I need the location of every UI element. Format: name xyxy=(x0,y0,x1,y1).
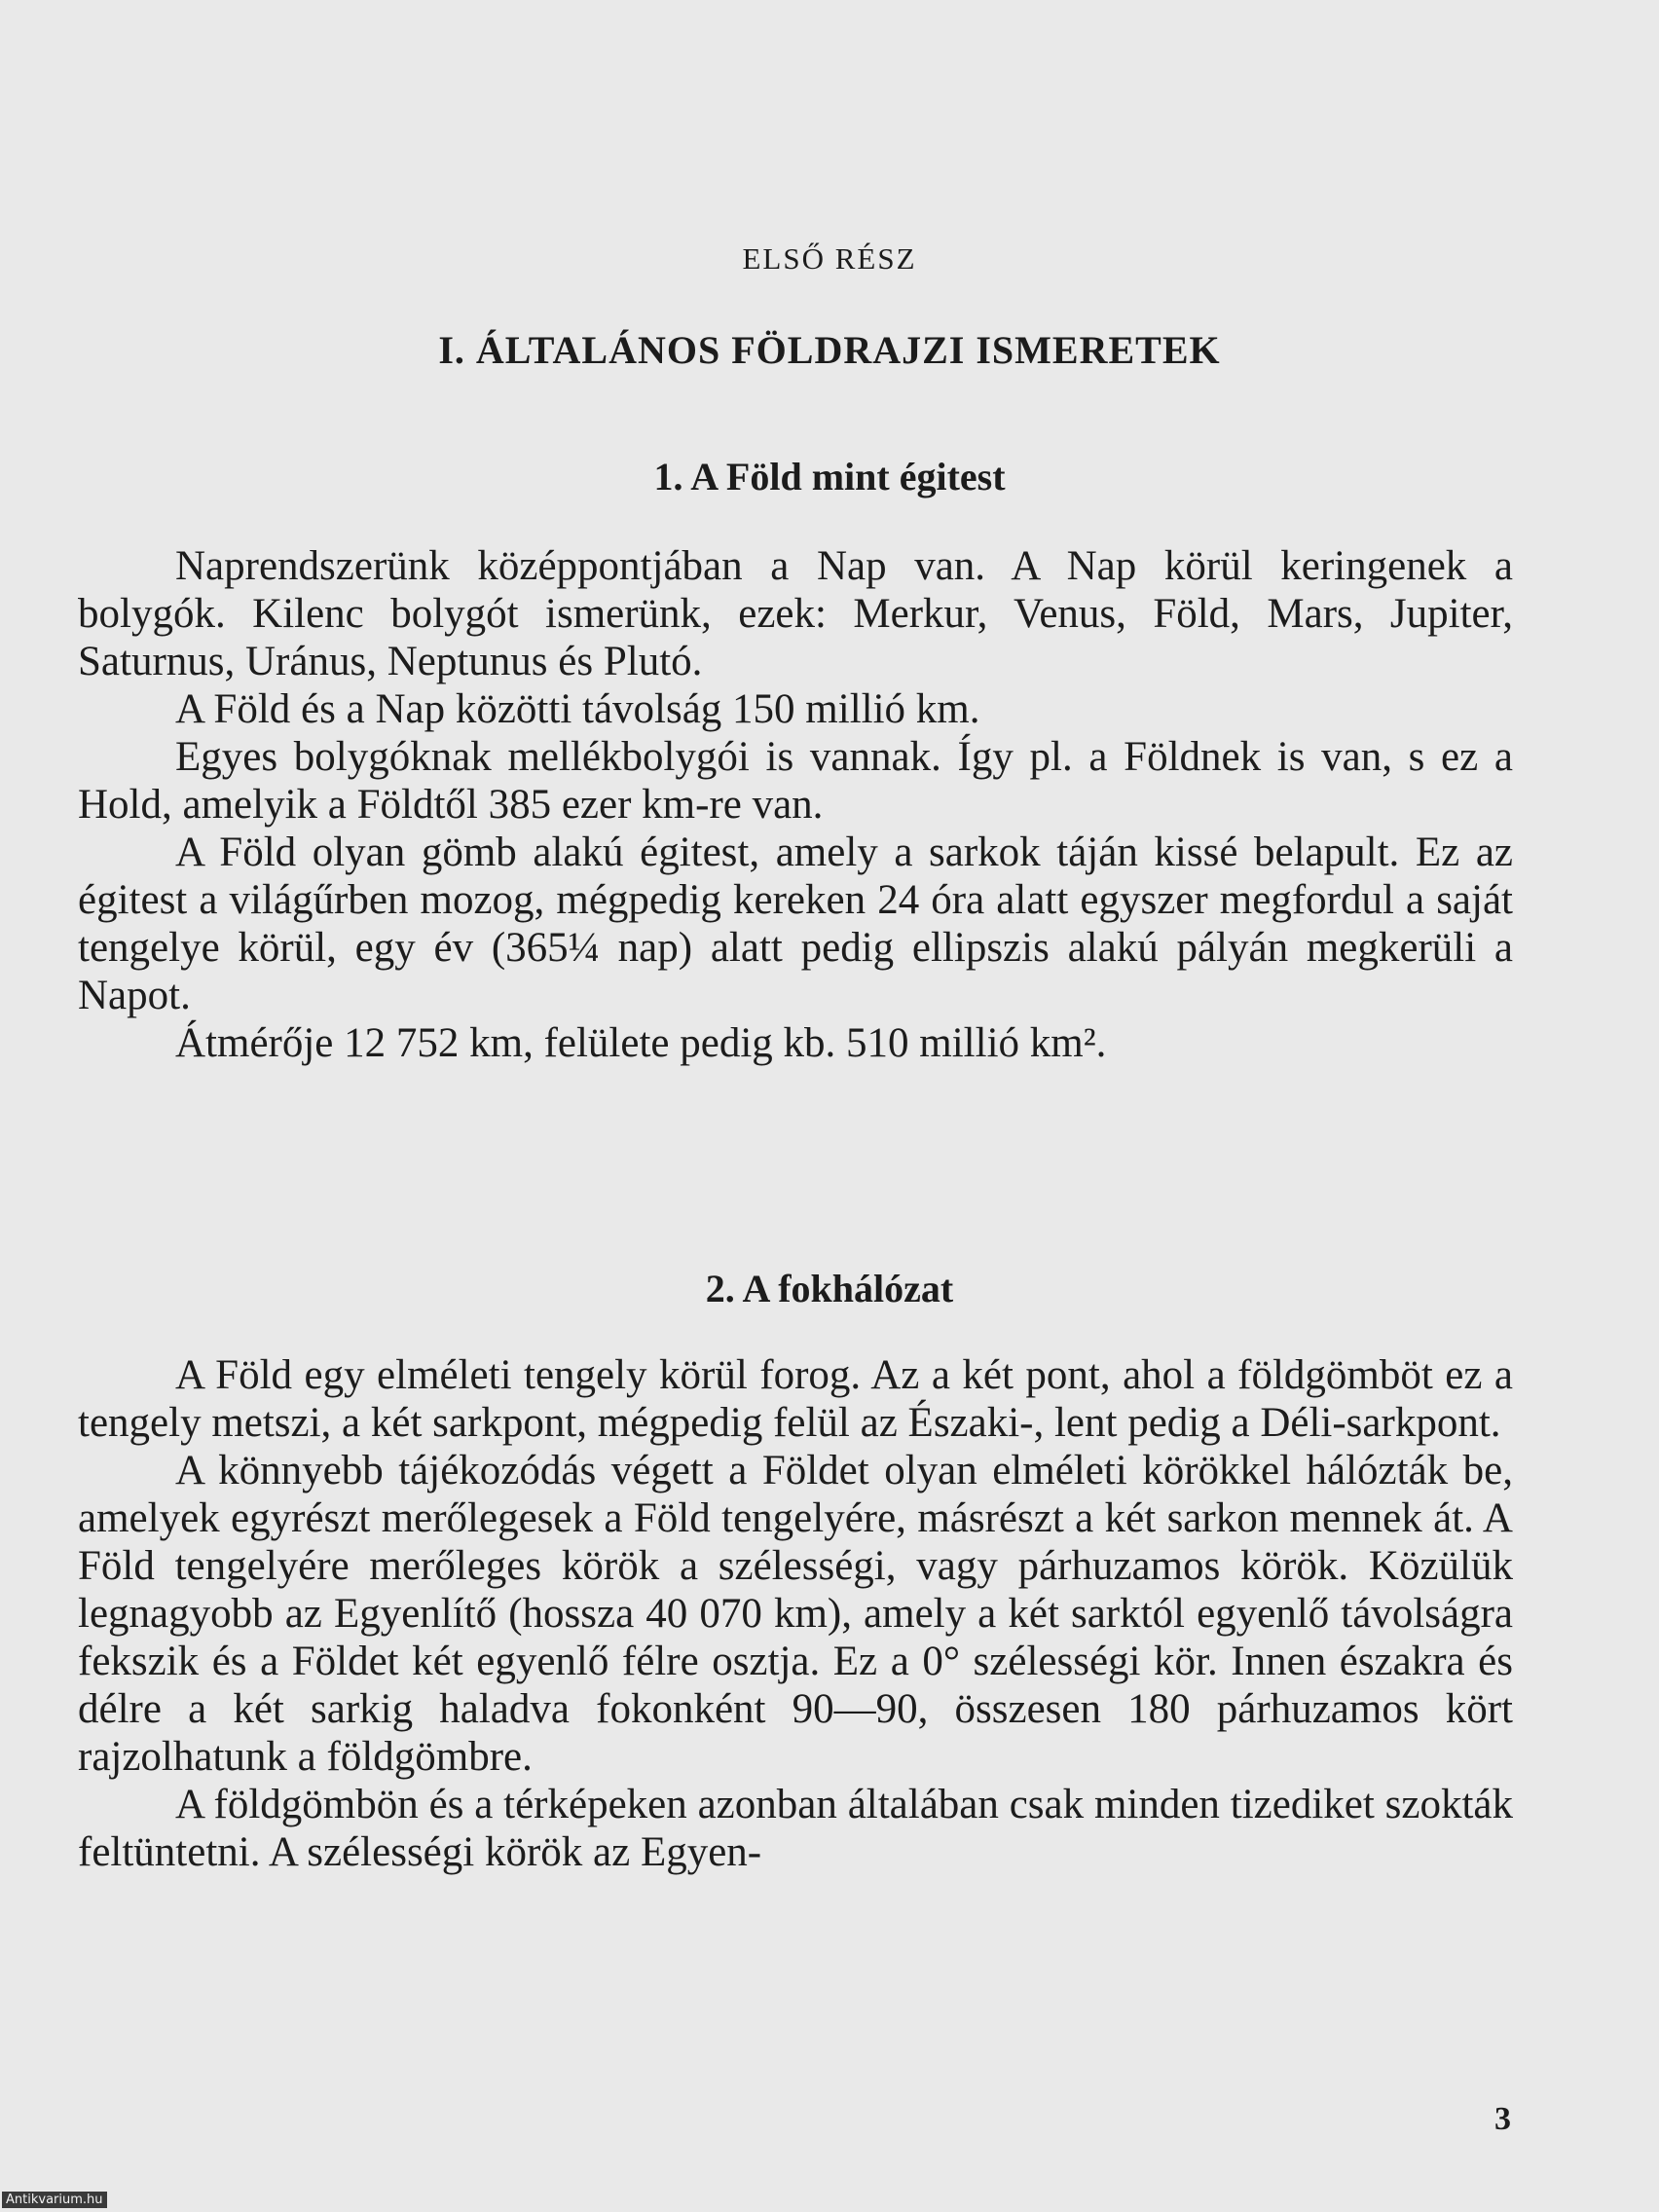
paragraph: A Föld egy elméleti tengely körül forog. Az a két pont, ahol a földgömböt ez a tengely metszi, a két sarkpont, mégpedig felül az Északi-, lent pedig a Déli-sarkpont. xyxy=(78,1352,1513,1446)
paragraph: A Föld és a Nap közötti távolság 150 millió km. xyxy=(175,686,980,732)
watermark: Antikvarium.hu xyxy=(2,2192,107,2208)
chapter-title: I. ÁLTALÁNOS FÖLDRAJZI ISMERETEK xyxy=(438,328,1221,372)
section-title-1: 1. A Föld mint égitest xyxy=(653,455,1006,498)
section-2-body xyxy=(78,1351,1513,1876)
paragraph: A könnyebb tájékozódás végett a Földet olyan elméleti körökkel hálózták be, amelyek egyrészt merőlegesek a Föld tengelyére, másrészt a két sarkon mennek át. A Föld tengelyére merőleges körök a szélességi, vagy párhuzamos körök. Közülük legnagyobb az Egyenlítő (hossza 40 070 km), amely a két sarktól egyenlő távolságra fekszik és a Földet két egyenlő félre osztja. Ez a 0° szélességi kör. Innen északra és délre a két sarkig haladva fokonként 90—90, összesen 180 párhuzamos kört rajzolhatunk a földgömbre. xyxy=(78,1448,1513,1780)
paragraph: Egyes bolygóknak mellékbolygói is vannak. Így pl. a Földnek is van, s ez a Hold, amelyik a Földtől 385 ezer km-re van. xyxy=(78,734,1513,828)
section-title-2: 2. A fokhálózat xyxy=(705,1267,954,1310)
part-label: ELSŐ RÉSZ xyxy=(742,241,917,276)
paragraph: A Föld olyan gömb alakú égitest, amely a sarkok táján kissé belapult. Ez az égitest a világűrben mozog, mégpedig kereken 24 óra alatt egyszer megfordul a saját tengelye körül, egy év (365¼ nap) alatt pedig ellipszis alakú pályán megkerüli a Napot. xyxy=(78,830,1513,1018)
paragraph: A földgömbön és a térképeken azonban általában csak minden tizediket szokták feltüntetni. A szélességi körök az Egyen- xyxy=(78,1782,1513,1875)
section-1-body xyxy=(78,542,1513,1067)
paragraph: Naprendszerünk középpontjában a Nap van. A Nap körül keringenek a bolygók. Kilenc bolygót ismerünk, ezek: Merkur, Venus, Föld, Mars, Jupiter, Saturnus, Uránus, Neptunus és Plutó. xyxy=(78,543,1513,684)
page-number: 3 xyxy=(1494,2101,1511,2137)
paragraph: Átmérője 12 752 km, felülete pedig kb. 510 millió km². xyxy=(175,1020,1107,1066)
